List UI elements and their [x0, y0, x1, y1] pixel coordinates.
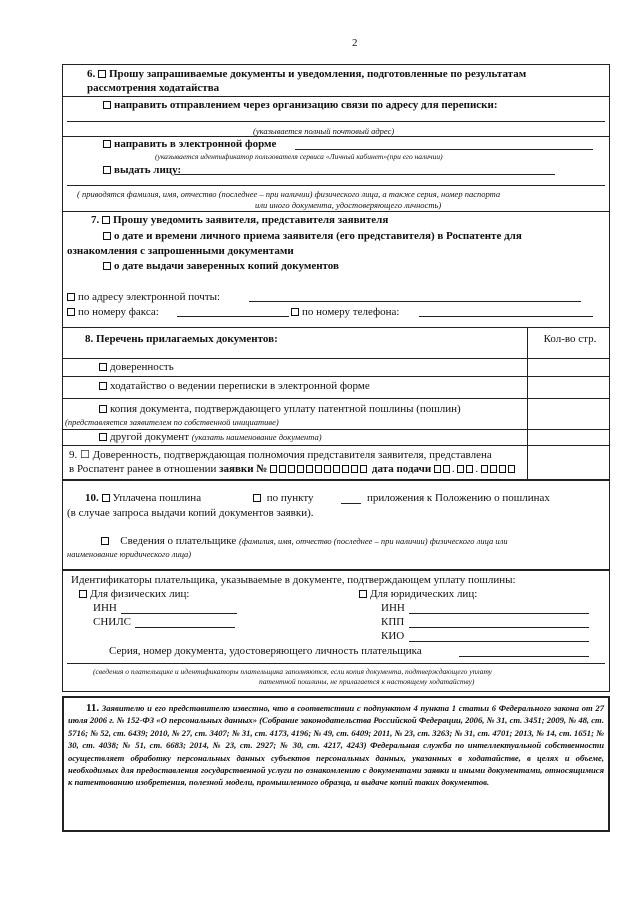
s11-text: 11. Заявителю и его представителю известно, что в соответствии с подпунктом 4 пункта 1 статьи 6 Федерального закона от 27 июля 2006 г. № 152-ФЗ «О персональных данных» (Собрание законодательства Российской Федерации, 2006, № 31, ст. 3451; 2009, № 48, ст. 5716; № 52, ст. 6439; 2010, № 27, ст. 3407; № 31, ст. 4173, 4196; № 49, ст. 6409; 2011, № 23, ст. 3263; № 31, ст. 4701; 2013, № 14, ст. 1651; № 30, ст. 4038; № 51, ст. 6683; 2014, № 23, ст. 2927; № 30, ст. 4217, 4243) Федеральная служба по интеллектуальной собственности осуществляет обработку персональных данных субъектов персональных данных, указанных в ходатайстве, в целях и объеме, необходимых для предоставления государственной услуги по ознакомлению с документами заявки и иными документами, относящимися к патентованию изобретения, полезной модели, промышленного образца, и выдаче копий таких документов.	[68, 702, 604, 788]
ids-title: Идентификаторы плательщика, указываемые в документе, подтверждающем уплату пошлины:	[71, 574, 516, 586]
s7-opt-date: о дате и времени личного приема заявителя (его представителя) в Роспатенте для	[103, 230, 522, 242]
application-number-cells[interactable]	[270, 463, 369, 475]
doc-payment-copy: копия документа, подтверждающего уплату патентной пошлины (пошлин)	[99, 403, 461, 415]
sections-6-8-frame	[62, 64, 610, 480]
fee-paid-checkbox[interactable]	[102, 494, 110, 502]
post-checkbox[interactable]	[103, 101, 111, 109]
payment-hint: (представляется заявителем по собственной инициативе)	[65, 417, 279, 427]
notify-phone-field[interactable]	[419, 308, 593, 317]
person-field[interactable]	[175, 168, 555, 175]
petition-checkbox[interactable]	[99, 382, 107, 390]
post-address-field[interactable]	[67, 113, 605, 122]
snils-label: СНИЛС	[93, 616, 132, 628]
filing-date-cells[interactable]: . .	[434, 463, 517, 475]
copies-checkbox[interactable]	[103, 262, 111, 270]
payer-info: Сведения о плательщике (фамилия, имя, отчество (последнее – при наличии) физического лица или	[101, 535, 508, 547]
payer-identifiers-frame	[62, 570, 610, 692]
notify-fax: по номеру факса:	[67, 306, 159, 318]
person-field-2[interactable]	[67, 179, 605, 186]
s6-opt-email: направить в электронной форме	[103, 138, 276, 150]
s6-hint-hand-2: или иного документа, удостоверяющего личность)	[255, 200, 442, 210]
email-checkbox[interactable]	[103, 140, 111, 148]
cabinet-id-field[interactable]	[295, 143, 593, 150]
s6-title-line1: 6. Прошу запрашиваемые документы и уведомления, подготовленные по результатам	[87, 68, 527, 80]
inn-field-legal[interactable]	[409, 603, 589, 614]
ids-phys: Для физических лиц:	[79, 588, 189, 600]
notify-fax-checkbox[interactable]	[67, 308, 75, 316]
snils-field[interactable]	[135, 617, 235, 628]
payer-hint-2: наименование юридического лица)	[67, 549, 192, 559]
date-checkbox[interactable]	[103, 232, 111, 240]
legal-checkbox[interactable]	[359, 590, 367, 598]
notify-email-field[interactable]	[249, 293, 581, 302]
ids-legal: Для юридических лиц:	[359, 588, 477, 600]
doc-poa: доверенность	[99, 361, 174, 373]
inn-label-legal: ИНН	[381, 602, 405, 614]
phys-checkbox[interactable]	[79, 590, 87, 598]
section-11-frame	[62, 696, 610, 832]
section-10-frame	[62, 480, 610, 570]
s7-opt-copies: о дате выдачи заверенных копий документов	[103, 260, 339, 272]
page-number: 2	[352, 37, 358, 49]
poa-checkbox[interactable]	[99, 363, 107, 371]
doc-id-label: Серия, номер документа, удостоверяющего личность плательщика	[109, 645, 422, 657]
s6-opt-post: направить отправлением через организацию связи по адресу для переписки:	[103, 99, 498, 111]
notify-phone-checkbox[interactable]	[291, 308, 299, 316]
s10-line1-clause: по пункту	[253, 492, 314, 504]
fee-clause-field[interactable]	[341, 493, 361, 504]
other-checkbox[interactable]	[99, 433, 107, 441]
s9-line1: 9. ☐ Доверенность, подтверждающая полномочия представителя заявителя, представлена	[69, 449, 492, 461]
doc-other: другой документ (указать наименование документа)	[99, 431, 322, 443]
s7-checkbox[interactable]	[102, 216, 110, 224]
s8-title: 8. Перечень прилагаемых документов:	[85, 333, 278, 345]
s6-title-line2: рассмотрения ходатайства	[87, 82, 220, 94]
hand-checkbox[interactable]	[103, 166, 111, 174]
s6-opt-hand: выдать лицу:	[103, 164, 181, 176]
kpp-label: КПП	[381, 616, 405, 628]
s6-hint-email: (указывается идентификатор пользователя сервиса «Личный кабинет»(при его наличии)	[155, 152, 443, 161]
s6-hint-post: (указывается полный почтовый адрес)	[253, 126, 395, 136]
s6-checkbox[interactable]	[98, 70, 106, 78]
doc-petition: ходатайство о ведении переписки в электронной форме	[99, 380, 370, 392]
notify-fax-field[interactable]	[177, 308, 289, 317]
s6-hint-hand-1: ( приводятся фамилия, имя, отчество (последнее – при наличии) физического лица, а также серия, номер паспорта	[77, 189, 501, 199]
s10-line2: (в случае запроса выдачи копий документов заявки).	[67, 507, 314, 519]
ids-note-1: (сведения о плательщике и идентификаторы плательщика заполняются, если копия документа, подтверждающего уплату	[93, 667, 492, 676]
notify-email-checkbox[interactable]	[67, 293, 75, 301]
kpp-field[interactable]	[409, 617, 589, 628]
ids-note-2: патентной пошлины, не прилагается к настоящему ходатайству)	[259, 677, 475, 686]
payment-copy-checkbox[interactable]	[99, 405, 107, 413]
notify-email: по адресу электронной почты:	[67, 291, 220, 303]
s7-opt-date-line2: ознакомления с запрошенными документами	[67, 245, 294, 257]
inn-field-phys[interactable]	[121, 603, 237, 614]
s8-count-header: Кол-во стр.	[543, 333, 597, 345]
s10-line1-end: приложения к Положению о пошлинах	[367, 492, 550, 504]
notify-phone: по номеру телефона:	[291, 306, 399, 318]
payer-checkbox[interactable]	[101, 537, 109, 545]
s7-title: 7. Прошу уведомить заявителя, представителя заявителя	[91, 214, 389, 226]
s9-line2: в Роспатент ранее в отношении заявки № дата подачи . .	[69, 463, 517, 475]
doc-id-field[interactable]	[459, 646, 589, 657]
kio-label: КИО	[381, 630, 405, 642]
fee-clause-checkbox[interactable]	[253, 494, 261, 502]
inn-label-phys: ИНН	[93, 602, 117, 614]
s10-line1: 10. Уплачена пошлина	[85, 492, 202, 504]
kio-field[interactable]	[409, 631, 589, 642]
